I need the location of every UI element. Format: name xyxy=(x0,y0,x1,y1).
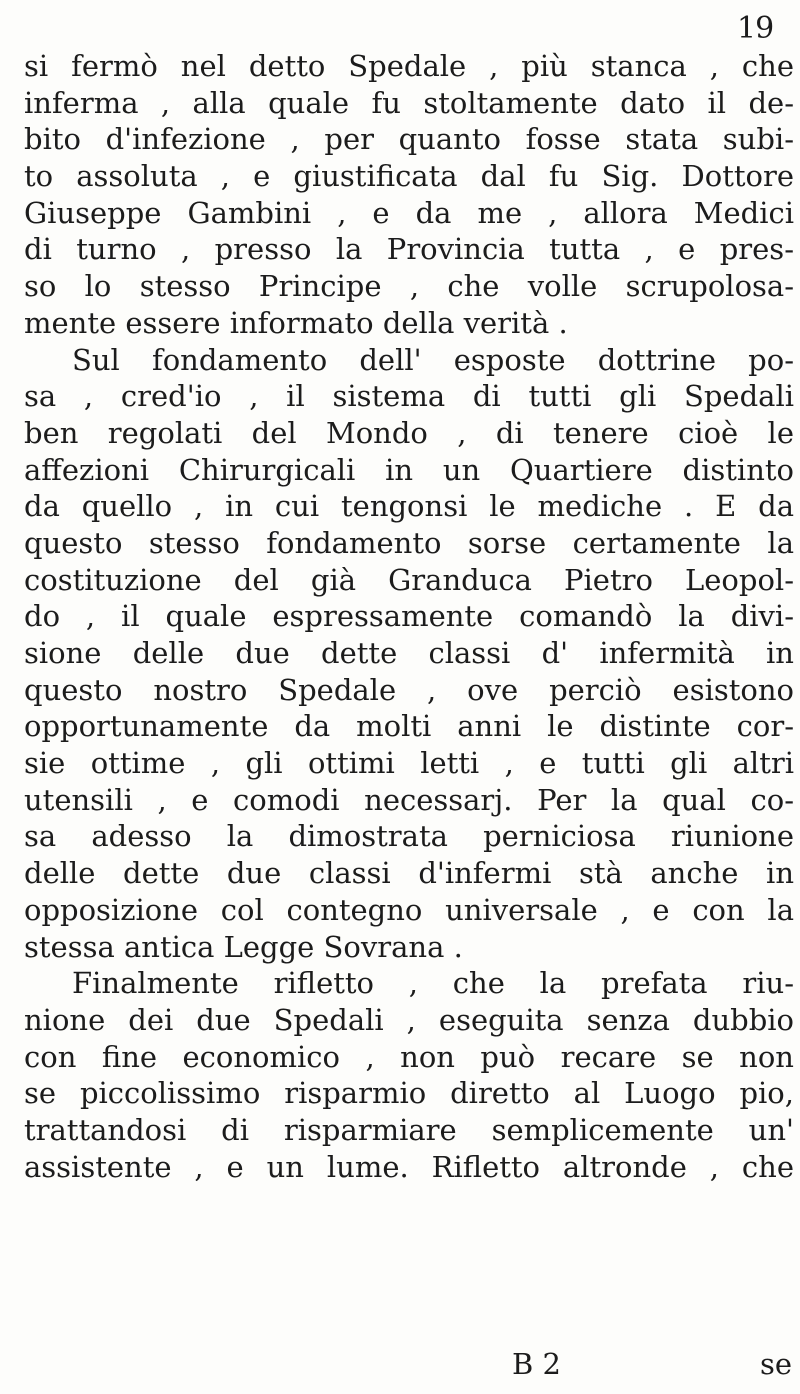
text-line: mente essere informato della verità . xyxy=(24,305,568,340)
signature-mark: B 2 xyxy=(512,1347,561,1381)
body-text xyxy=(24,48,794,1185)
text-line: affezioni Chirurgicali in un Quartiere distinto xyxy=(24,452,794,487)
text-line: nione dei due Spedali , eseguita senza dubbio xyxy=(24,1002,794,1037)
text-line: delle dette due classi d'infermi stà anche in xyxy=(24,856,794,891)
text-line: opposizione col contegno universale , e con la xyxy=(24,892,794,927)
text-line: si fermò nel detto Spedale , più stanca , che xyxy=(24,49,794,83)
text-line: stessa antica Legge Sovrana . xyxy=(24,929,463,964)
text-line: opportunamente da molti anni le distinte cor- xyxy=(24,709,794,744)
text-line: sa adesso la dimostrata perniciosa riunione xyxy=(24,819,794,854)
page-footer xyxy=(0,1346,800,1386)
text-line: bito d'infezione , per quanto fosse stata subi- xyxy=(24,122,794,157)
text-line: sie ottime , gli ottimi letti , e tutti gli altri xyxy=(24,746,794,781)
text-line: di turno , presso la Provincia tutta , e pres- xyxy=(24,232,794,267)
text-line: Finalmente rifletto , che la prefata riu- xyxy=(72,966,794,1001)
text-line: se piccolissimo risparmio diretto al Luogo pio, xyxy=(24,1076,794,1111)
text-line: Sul fondamento dell' esposte dottrine po- xyxy=(72,342,794,377)
text-line: con fine economico , non può recare se non xyxy=(24,1039,794,1074)
text-line: sa , cred'io , il sistema di tutti gli Spedali xyxy=(24,379,794,414)
text-line: trattandosi di risparmiare semplicemente un' xyxy=(24,1112,794,1147)
page-number: 19 xyxy=(737,11,774,46)
text-line: questo stesso fondamento sorse certamente la xyxy=(24,525,794,560)
text-line: da quello , in cui tengonsi le mediche . E da xyxy=(24,489,794,524)
text-line: questo nostro Spedale , ove perciò esistono xyxy=(24,672,794,707)
text-line: assistente , e un lume. Rifletto altronde , che xyxy=(24,1149,794,1184)
text-line: to assoluta , e giustificata dal fu Sig. Dottore xyxy=(24,159,794,194)
text-line: inferma , alla quale fu stoltamente dato il de- xyxy=(24,85,794,120)
text-line: sione delle due dette classi d' infermità in xyxy=(24,636,794,670)
text-line: ben regolati del Mondo , di tenere cioè le xyxy=(24,415,794,450)
text-line: costituzione del già Granduca Pietro Leopol- xyxy=(24,562,794,597)
text-line: do , il quale espressamente comandò la divi- xyxy=(24,599,794,634)
catchword: se xyxy=(760,1347,793,1381)
text-line: utensili , e comodi necessarj. Per la qual co- xyxy=(24,782,794,817)
text-line: Giuseppe Gambini , e da me , allora Medici xyxy=(24,195,794,230)
text-line: so lo stesso Principe , che volle scrupolosa- xyxy=(24,269,794,304)
